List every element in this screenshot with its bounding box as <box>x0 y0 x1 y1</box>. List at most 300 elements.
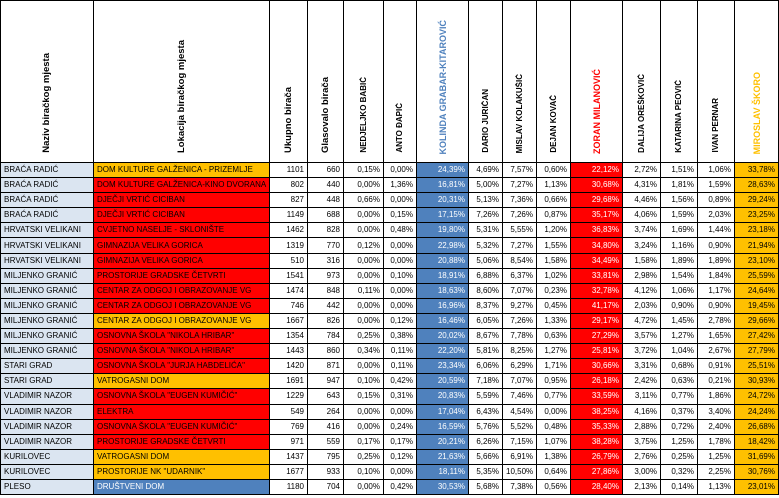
cell-lokacija: GIMNAZIJA VELIKA GORICA <box>94 238 270 253</box>
cell-ukupno: 1443 <box>270 344 308 359</box>
cell-babic: 0,15% <box>344 163 384 178</box>
cell-kovac: 1,58% <box>537 253 571 268</box>
cell-naziv: STARI GRAD <box>1 374 94 389</box>
cell-kolakusic: 5,52% <box>503 419 537 434</box>
cell-milanovic: 35,33% <box>571 419 623 434</box>
cell-dapic: 0,00% <box>384 163 417 178</box>
cell-peovic: 0,77% <box>661 389 698 404</box>
cell-oreskovic: 2,03% <box>623 298 661 313</box>
cell-skoro: 30,76% <box>735 464 779 479</box>
cell-dapic: 0,12% <box>384 449 417 464</box>
cell-glasovalo: 704 <box>308 479 344 494</box>
table-row <box>1 374 779 389</box>
cell-ukupno: 746 <box>270 298 308 313</box>
cell-pernar: 0,21% <box>698 374 735 389</box>
cell-glasovalo: 688 <box>308 208 344 223</box>
cell-peovic: 0,90% <box>661 298 698 313</box>
cell-glasovalo: 973 <box>308 268 344 283</box>
cell-babic: 0,00% <box>344 298 384 313</box>
header-cell: DEJAN KOVAČ <box>537 1 571 163</box>
cell-dapic: 1,36% <box>384 178 417 193</box>
table-row <box>1 208 779 223</box>
cell-jurican: 4,69% <box>469 163 503 178</box>
cell-milanovic: 26,18% <box>571 374 623 389</box>
cell-pernar: 2,67% <box>698 344 735 359</box>
cell-skoro: 31,69% <box>735 449 779 464</box>
cell-peovic: 1,04% <box>661 344 698 359</box>
table-row <box>1 419 779 434</box>
cell-grabar: 16,59% <box>417 419 469 434</box>
cell-pernar: 1,78% <box>698 434 735 449</box>
header-cell: IVAN PERNAR <box>698 1 735 163</box>
cell-kovac: 0,00% <box>537 404 571 419</box>
cell-kolakusic: 4,54% <box>503 404 537 419</box>
table-row <box>1 479 779 494</box>
cell-jurican: 5,59% <box>469 389 503 404</box>
cell-milanovic: 30,66% <box>571 359 623 374</box>
cell-kolakusic: 7,07% <box>503 283 537 298</box>
cell-pernar: 0,90% <box>698 298 735 313</box>
cell-milanovic: 30,68% <box>571 178 623 193</box>
cell-oreskovic: 2,72% <box>623 163 661 178</box>
cell-peovic: 0,72% <box>661 419 698 434</box>
cell-ukupno: 1437 <box>270 449 308 464</box>
cell-dapic: 0,00% <box>384 193 417 208</box>
cell-ukupno: 1180 <box>270 479 308 494</box>
cell-oreskovic: 2,13% <box>623 479 661 494</box>
cell-glasovalo: 770 <box>308 238 344 253</box>
cell-naziv: BRAĆA RADIĆ <box>1 208 94 223</box>
cell-babic: 0,25% <box>344 449 384 464</box>
cell-peovic: 1,06% <box>661 283 698 298</box>
cell-babic: 0,00% <box>344 479 384 494</box>
cell-lokacija: DJEČJI VRTIĆ CICIBAN <box>94 208 270 223</box>
cell-dapic: 0,11% <box>384 344 417 359</box>
cell-skoro: 19,45% <box>735 298 779 313</box>
cell-glasovalo: 871 <box>308 359 344 374</box>
cell-naziv: MILJENKO GRANIĆ <box>1 268 94 283</box>
cell-kolakusic: 7,15% <box>503 434 537 449</box>
cell-babic: 0,00% <box>344 313 384 328</box>
cell-oreskovic: 2,98% <box>623 268 661 283</box>
table-row <box>1 449 779 464</box>
cell-ukupno: 510 <box>270 253 308 268</box>
cell-babic: 0,00% <box>344 208 384 223</box>
cell-peovic: 0,68% <box>661 359 698 374</box>
cell-jurican: 5,66% <box>469 449 503 464</box>
cell-ukupno: 1691 <box>270 374 308 389</box>
cell-jurican: 6,26% <box>469 434 503 449</box>
table-row <box>1 464 779 479</box>
cell-babic: 0,11% <box>344 283 384 298</box>
cell-peovic: 1,81% <box>661 178 698 193</box>
cell-kovac: 1,33% <box>537 313 571 328</box>
cell-skoro: 23,25% <box>735 208 779 223</box>
cell-naziv: HRVATSKI VELIKANI <box>1 253 94 268</box>
cell-dapic: 0,42% <box>384 374 417 389</box>
cell-dapic: 0,12% <box>384 313 417 328</box>
cell-grabar: 23,34% <box>417 359 469 374</box>
cell-lokacija: OSNOVNA ŠKOLA "NIKOLA HRIBAR" <box>94 329 270 344</box>
cell-kolakusic: 8,54% <box>503 253 537 268</box>
table-body <box>1 163 779 495</box>
cell-dapic: 0,48% <box>384 223 417 238</box>
cell-grabar: 30,53% <box>417 479 469 494</box>
cell-pernar: 1,65% <box>698 329 735 344</box>
cell-pernar: 1,89% <box>698 253 735 268</box>
cell-lokacija: CENTAR ZA ODGOJ I OBRAZOVANJE VG <box>94 313 270 328</box>
cell-oreskovic: 4,16% <box>623 404 661 419</box>
cell-kolakusic: 7,38% <box>503 479 537 494</box>
cell-jurican: 5,00% <box>469 178 503 193</box>
cell-dapic: 0,00% <box>384 283 417 298</box>
cell-babic: 0,10% <box>344 464 384 479</box>
cell-kolakusic: 7,78% <box>503 329 537 344</box>
header-cell: Naziv biračkog mjesta <box>1 1 94 163</box>
cell-kolakusic: 7,36% <box>503 193 537 208</box>
cell-dapic: 0,00% <box>384 464 417 479</box>
cell-jurican: 5,35% <box>469 464 503 479</box>
cell-jurican: 6,05% <box>469 313 503 328</box>
cell-oreskovic: 1,58% <box>623 253 661 268</box>
cell-jurican: 8,37% <box>469 298 503 313</box>
cell-lokacija: PROSTORIJE NK "UDARNIK" <box>94 464 270 479</box>
header-cell-skoro: MIROSLAV ŠKORO <box>735 1 779 163</box>
cell-milanovic: 28,40% <box>571 479 623 494</box>
table-row <box>1 298 779 313</box>
cell-oreskovic: 3,72% <box>623 344 661 359</box>
cell-ukupno: 1229 <box>270 389 308 404</box>
header-cell: MISLAV KOLAKUŠIĆ <box>503 1 537 163</box>
header-cell: Lokacija biračkog mjesta <box>94 1 270 163</box>
cell-glasovalo: 660 <box>308 163 344 178</box>
cell-kovac: 1,20% <box>537 223 571 238</box>
cell-peovic: 1,69% <box>661 223 698 238</box>
cell-naziv: MILJENKO GRANIĆ <box>1 298 94 313</box>
cell-glasovalo: 784 <box>308 329 344 344</box>
cell-grabar: 17,15% <box>417 208 469 223</box>
cell-jurican: 5,76% <box>469 419 503 434</box>
cell-jurican: 5,68% <box>469 479 503 494</box>
cell-milanovic: 38,25% <box>571 404 623 419</box>
cell-pernar: 2,78% <box>698 313 735 328</box>
cell-oreskovic: 4,06% <box>623 208 661 223</box>
cell-glasovalo: 440 <box>308 178 344 193</box>
cell-dapic: 0,00% <box>384 404 417 419</box>
cell-peovic: 1,51% <box>661 163 698 178</box>
cell-lokacija: GIMNAZIJA VELIKA GORICA <box>94 253 270 268</box>
cell-kovac: 0,48% <box>537 419 571 434</box>
cell-peovic: 0,63% <box>661 374 698 389</box>
cell-ukupno: 1319 <box>270 238 308 253</box>
cell-glasovalo: 448 <box>308 193 344 208</box>
cell-dapic: 0,24% <box>384 419 417 434</box>
cell-milanovic: 34,80% <box>571 238 623 253</box>
cell-kovac: 1,13% <box>537 178 571 193</box>
cell-grabar: 20,88% <box>417 253 469 268</box>
cell-jurican: 6,43% <box>469 404 503 419</box>
cell-ukupno: 1541 <box>270 268 308 283</box>
header-cell-grabar: KOLINDA GRABAR-KITAROVIĆ <box>417 1 469 163</box>
cell-lokacija: DJEČJI VRTIĆ CICIBAN <box>94 193 270 208</box>
cell-naziv: MILJENKO GRANIĆ <box>1 344 94 359</box>
cell-babic: 0,00% <box>344 253 384 268</box>
cell-glasovalo: 559 <box>308 434 344 449</box>
cell-oreskovic: 3,11% <box>623 389 661 404</box>
cell-kovac: 1,27% <box>537 344 571 359</box>
cell-milanovic: 29,68% <box>571 193 623 208</box>
cell-kovac: 1,55% <box>537 238 571 253</box>
cell-pernar: 1,25% <box>698 449 735 464</box>
cell-skoro: 27,42% <box>735 329 779 344</box>
cell-kovac: 0,64% <box>537 464 571 479</box>
cell-milanovic: 33,81% <box>571 268 623 283</box>
cell-pernar: 2,03% <box>698 208 735 223</box>
cell-naziv: HRVATSKI VELIKANI <box>1 238 94 253</box>
cell-oreskovic: 2,76% <box>623 449 661 464</box>
cell-lokacija: VATROGASNI DOM <box>94 374 270 389</box>
cell-glasovalo: 848 <box>308 283 344 298</box>
cell-naziv: MILJENKO GRANIĆ <box>1 313 94 328</box>
cell-glasovalo: 933 <box>308 464 344 479</box>
cell-kovac: 1,07% <box>537 434 571 449</box>
cell-pernar: 1,86% <box>698 389 735 404</box>
cell-jurican: 7,18% <box>469 374 503 389</box>
cell-milanovic: 34,49% <box>571 253 623 268</box>
cell-ukupno: 1101 <box>270 163 308 178</box>
cell-naziv: BRAĆA RADIĆ <box>1 163 94 178</box>
header-cell-milanovic: ZORAN MILANOVIĆ <box>571 1 623 163</box>
cell-grabar: 18,63% <box>417 283 469 298</box>
header-cell: Ukupno birača <box>270 1 308 163</box>
cell-babic: 0,00% <box>344 359 384 374</box>
cell-jurican: 8,60% <box>469 283 503 298</box>
cell-babic: 0,00% <box>344 419 384 434</box>
cell-oreskovic: 3,74% <box>623 223 661 238</box>
cell-ukupno: 802 <box>270 178 308 193</box>
cell-peovic: 1,27% <box>661 329 698 344</box>
cell-oreskovic: 3,00% <box>623 464 661 479</box>
cell-naziv: BRAĆA RADIĆ <box>1 193 94 208</box>
cell-grabar: 16,46% <box>417 313 469 328</box>
cell-milanovic: 32,78% <box>571 283 623 298</box>
table-row <box>1 313 779 328</box>
cell-jurican: 6,88% <box>469 268 503 283</box>
cell-milanovic: 25,81% <box>571 344 623 359</box>
cell-pernar: 1,59% <box>698 178 735 193</box>
cell-glasovalo: 947 <box>308 374 344 389</box>
cell-lokacija: VATROGASNI DOM <box>94 449 270 464</box>
cell-milanovic: 27,29% <box>571 329 623 344</box>
cell-oreskovic: 4,12% <box>623 283 661 298</box>
cell-peovic: 1,89% <box>661 253 698 268</box>
table-row <box>1 238 779 253</box>
cell-pernar: 1,84% <box>698 268 735 283</box>
cell-milanovic: 29,17% <box>571 313 623 328</box>
cell-skoro: 25,51% <box>735 359 779 374</box>
cell-kolakusic: 7,07% <box>503 374 537 389</box>
header-cell: DALIJA OREŠKOVIĆ <box>623 1 661 163</box>
cell-pernar: 2,25% <box>698 464 735 479</box>
cell-lokacija: CENTAR ZA ODGOJ I OBRAZOVANJE VG <box>94 283 270 298</box>
cell-kovac: 0,66% <box>537 193 571 208</box>
cell-pernar: 1,06% <box>698 163 735 178</box>
cell-peovic: 0,32% <box>661 464 698 479</box>
cell-skoro: 23,18% <box>735 223 779 238</box>
cell-grabar: 20,02% <box>417 329 469 344</box>
cell-dapic: 0,00% <box>384 238 417 253</box>
cell-peovic: 1,16% <box>661 238 698 253</box>
cell-lokacija: DRUŠTVENI DOM <box>94 479 270 494</box>
cell-skoro: 33,78% <box>735 163 779 178</box>
cell-glasovalo: 828 <box>308 223 344 238</box>
cell-lokacija: DOM KULTURE GALŽENICA-KINO DVORANA <box>94 178 270 193</box>
cell-milanovic: 41,17% <box>571 298 623 313</box>
table-row <box>1 434 779 449</box>
header-row <box>1 1 779 163</box>
cell-lokacija: PROSTORIJE GRADSKE ČETVRTI <box>94 434 270 449</box>
cell-kovac: 1,71% <box>537 359 571 374</box>
cell-peovic: 1,59% <box>661 208 698 223</box>
cell-dapic: 0,31% <box>384 389 417 404</box>
cell-glasovalo: 860 <box>308 344 344 359</box>
cell-milanovic: 35,17% <box>571 208 623 223</box>
cell-milanovic: 26,79% <box>571 449 623 464</box>
cell-babic: 0,00% <box>344 223 384 238</box>
cell-babic: 0,12% <box>344 238 384 253</box>
cell-lokacija: DOM KULTURE GALŽENICA - PRIZEMLJE <box>94 163 270 178</box>
table-row <box>1 359 779 374</box>
cell-oreskovic: 3,75% <box>623 434 661 449</box>
cell-naziv: HRVATSKI VELIKANI <box>1 223 94 238</box>
cell-oreskovic: 2,88% <box>623 419 661 434</box>
cell-lokacija: ELEKTRA <box>94 404 270 419</box>
cell-kolakusic: 6,91% <box>503 449 537 464</box>
cell-grabar: 20,59% <box>417 374 469 389</box>
cell-naziv: VLADIMIR NAZOR <box>1 389 94 404</box>
cell-jurican: 5,31% <box>469 223 503 238</box>
cell-peovic: 0,14% <box>661 479 698 494</box>
cell-milanovic: 36,83% <box>571 223 623 238</box>
cell-babic: 0,10% <box>344 374 384 389</box>
cell-skoro: 25,59% <box>735 268 779 283</box>
cell-kolakusic: 10,50% <box>503 464 537 479</box>
cell-dapic: 0,38% <box>384 329 417 344</box>
cell-kolakusic: 6,37% <box>503 268 537 283</box>
cell-skoro: 24,24% <box>735 404 779 419</box>
cell-kolakusic: 7,27% <box>503 178 537 193</box>
cell-kolakusic: 7,57% <box>503 163 537 178</box>
cell-skoro: 24,72% <box>735 389 779 404</box>
cell-naziv: PLESO <box>1 479 94 494</box>
cell-grabar: 22,20% <box>417 344 469 359</box>
cell-kolakusic: 5,55% <box>503 223 537 238</box>
cell-oreskovic: 2,42% <box>623 374 661 389</box>
cell-glasovalo: 442 <box>308 298 344 313</box>
cell-grabar: 21,63% <box>417 449 469 464</box>
cell-grabar: 17,04% <box>417 404 469 419</box>
cell-milanovic: 38,28% <box>571 434 623 449</box>
cell-naziv: VLADIMIR NAZOR <box>1 434 94 449</box>
table-row <box>1 344 779 359</box>
cell-peovic: 1,45% <box>661 313 698 328</box>
table-row <box>1 223 779 238</box>
cell-dapic: 0,00% <box>384 253 417 268</box>
cell-glasovalo: 643 <box>308 389 344 404</box>
cell-kolakusic: 6,29% <box>503 359 537 374</box>
table-row <box>1 329 779 344</box>
cell-pernar: 1,44% <box>698 223 735 238</box>
cell-glasovalo: 795 <box>308 449 344 464</box>
cell-kovac: 0,23% <box>537 283 571 298</box>
cell-naziv: STARI GRAD <box>1 359 94 374</box>
cell-oreskovic: 4,72% <box>623 313 661 328</box>
cell-skoro: 29,66% <box>735 313 779 328</box>
cell-dapic: 0,17% <box>384 434 417 449</box>
cell-oreskovic: 3,24% <box>623 238 661 253</box>
cell-pernar: 2,40% <box>698 419 735 434</box>
cell-jurican: 6,06% <box>469 359 503 374</box>
cell-naziv: MILJENKO GRANIĆ <box>1 283 94 298</box>
cell-lokacija: CVJETNO NASELJE - SKLONIŠTE <box>94 223 270 238</box>
cell-grabar: 18,11% <box>417 464 469 479</box>
cell-lokacija: OSNOVNA ŠKOLA "EUGEN KUMIČIĆ" <box>94 419 270 434</box>
header-cell: ANTO ĐAPIĆ <box>384 1 417 163</box>
cell-milanovic: 27,86% <box>571 464 623 479</box>
cell-milanovic: 22,12% <box>571 163 623 178</box>
cell-ukupno: 1677 <box>270 464 308 479</box>
cell-kolakusic: 7,46% <box>503 389 537 404</box>
cell-grabar: 18,91% <box>417 268 469 283</box>
cell-ukupno: 769 <box>270 419 308 434</box>
cell-skoro: 24,64% <box>735 283 779 298</box>
cell-peovic: 0,37% <box>661 404 698 419</box>
cell-glasovalo: 264 <box>308 404 344 419</box>
cell-ukupno: 549 <box>270 404 308 419</box>
cell-kolakusic: 7,26% <box>503 208 537 223</box>
cell-kovac: 0,56% <box>537 479 571 494</box>
cell-oreskovic: 4,31% <box>623 178 661 193</box>
cell-dapic: 0,10% <box>384 268 417 283</box>
table-row <box>1 268 779 283</box>
cell-oreskovic: 3,31% <box>623 359 661 374</box>
cell-dapic: 0,15% <box>384 208 417 223</box>
cell-grabar: 16,96% <box>417 298 469 313</box>
cell-naziv: BRAĆA RADIĆ <box>1 178 94 193</box>
cell-dapic: 0,42% <box>384 479 417 494</box>
cell-jurican: 7,26% <box>469 208 503 223</box>
header-cell: Glasovalo birača <box>308 1 344 163</box>
cell-ukupno: 827 <box>270 193 308 208</box>
cell-kolakusic: 7,27% <box>503 238 537 253</box>
cell-babic: 0,00% <box>344 268 384 283</box>
cell-kovac: 0,63% <box>537 329 571 344</box>
cell-peovic: 0,25% <box>661 449 698 464</box>
cell-naziv: VLADIMIR NAZOR <box>1 404 94 419</box>
cell-kovac: 0,87% <box>537 208 571 223</box>
cell-pernar: 1,13% <box>698 479 735 494</box>
header-cell: KATARINA PEOVIĆ <box>661 1 698 163</box>
cell-kolakusic: 8,25% <box>503 344 537 359</box>
cell-kovac: 1,02% <box>537 268 571 283</box>
header-cell: DARIO JURIČAN <box>469 1 503 163</box>
cell-glasovalo: 316 <box>308 253 344 268</box>
cell-glasovalo: 826 <box>308 313 344 328</box>
cell-skoro: 27,79% <box>735 344 779 359</box>
cell-babic: 0,00% <box>344 178 384 193</box>
cell-lokacija: CENTAR ZA ODGOJ I OBRAZOVANJE VG <box>94 298 270 313</box>
cell-naziv: VLADIMIR NAZOR <box>1 419 94 434</box>
